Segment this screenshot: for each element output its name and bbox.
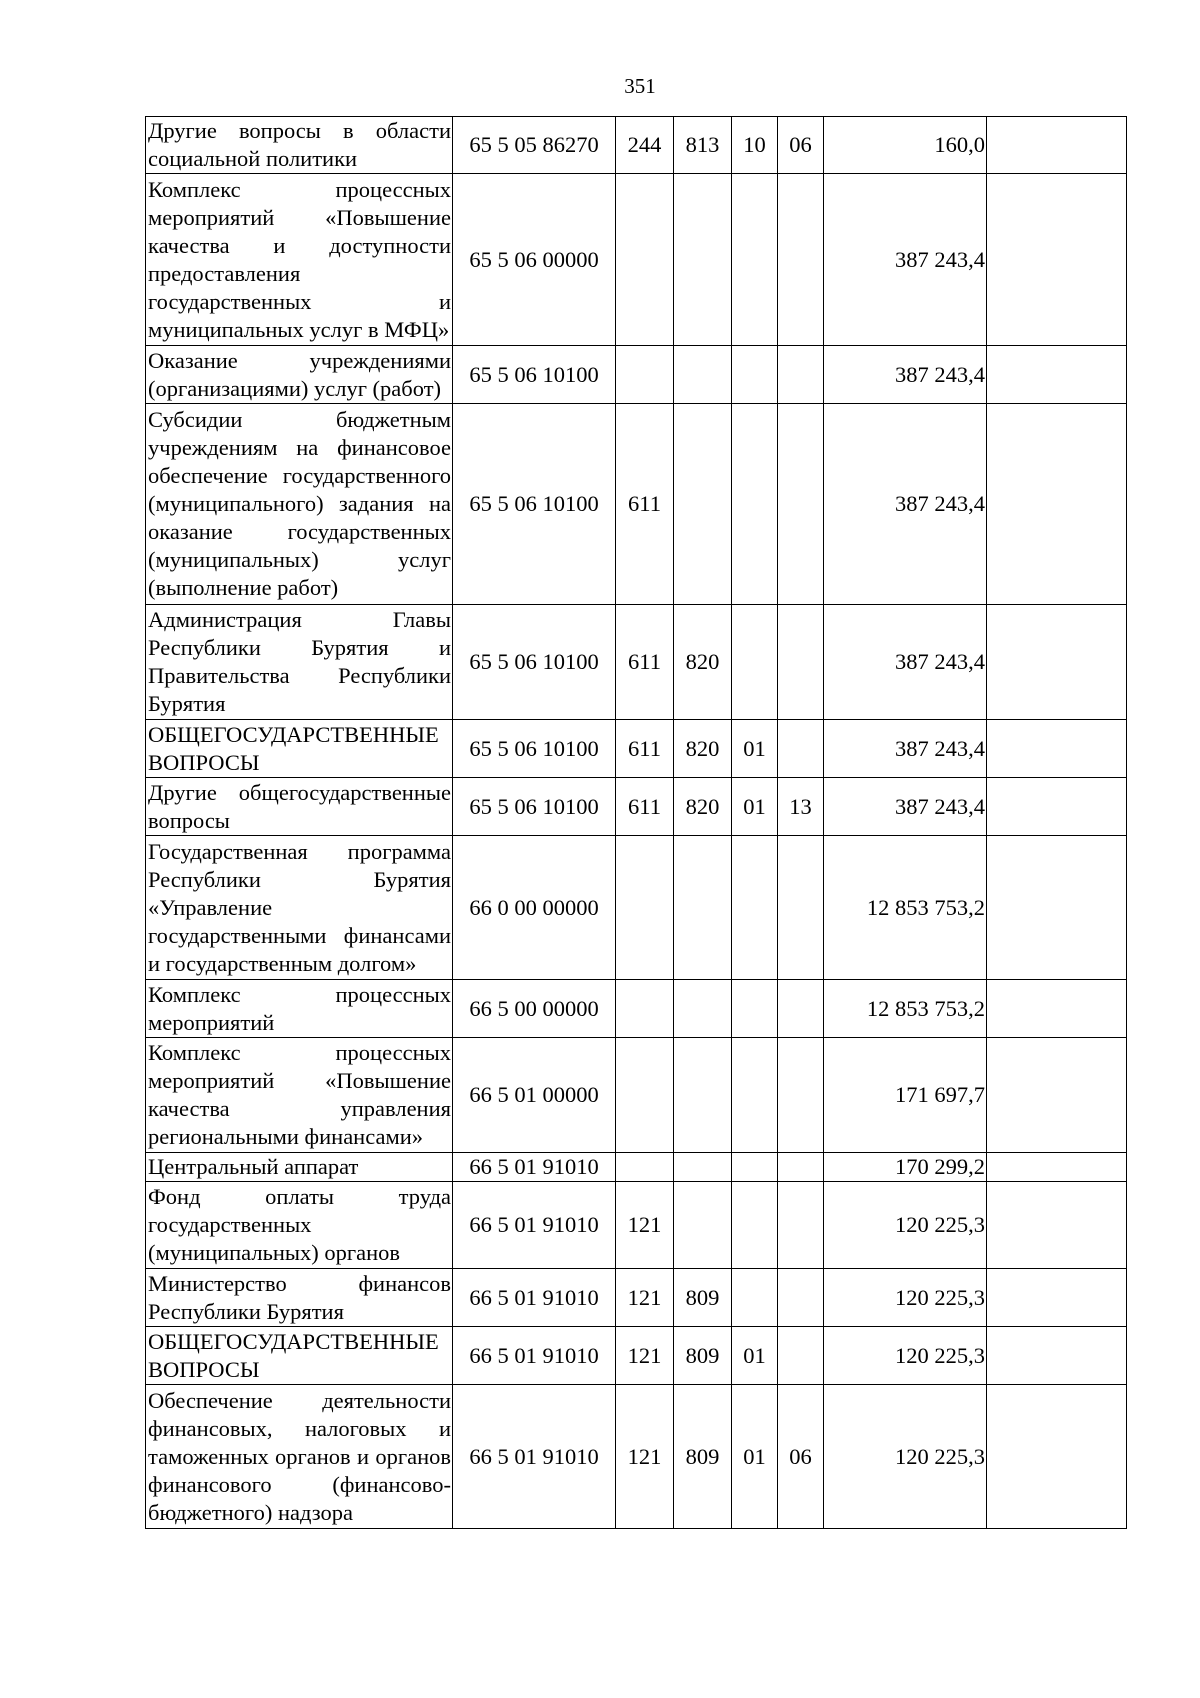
subsection-code (778, 1153, 824, 1182)
target-article-code: 65 5 06 00000 (453, 174, 616, 346)
administrator-code: 820 (674, 720, 732, 778)
item-name: Оказание учреждениями (организациями) услуг (работ) (146, 346, 453, 404)
item-name: Комплекс процессных мероприятий (146, 980, 453, 1038)
section-code (732, 1269, 778, 1327)
empty-cell (987, 980, 1127, 1038)
section-code (732, 404, 778, 605)
expense-type-code (616, 346, 674, 404)
section-code (732, 1182, 778, 1269)
section-code: 01 (732, 720, 778, 778)
empty-cell (987, 174, 1127, 346)
table-row (146, 1385, 1127, 1529)
expense-type-code: 611 (616, 605, 674, 720)
table-row (146, 778, 1127, 836)
administrator-code (674, 346, 732, 404)
administrator-code: 809 (674, 1269, 732, 1327)
amount-cell: 387 243,4 (824, 605, 987, 720)
target-article-code: 65 5 06 10100 (453, 346, 616, 404)
target-article-code: 66 5 01 91010 (453, 1182, 616, 1269)
item-name: Субсидии бюджетным учреждениям на финансовое обеспечение государственного (муниципального) задания на оказание государственных (муниципальных) услуг (выполнение работ) (146, 404, 453, 605)
empty-cell (987, 346, 1127, 404)
expense-type-code (616, 174, 674, 346)
amount-cell: 120 225,3 (824, 1327, 987, 1385)
item-name: Государственная программа Республики Бурятия «Управление государственными финансами и государственным долгом» (146, 836, 453, 980)
section-code: 01 (732, 1385, 778, 1529)
empty-cell (987, 836, 1127, 980)
subsection-code (778, 1269, 824, 1327)
table-row (146, 117, 1127, 174)
target-article-code: 66 5 01 91010 (453, 1153, 616, 1182)
amount-cell: 387 243,4 (824, 720, 987, 778)
amount-cell: 170 299,2 (824, 1153, 987, 1182)
amount-cell: 387 243,4 (824, 404, 987, 605)
table-row (146, 174, 1127, 346)
empty-cell (987, 1182, 1127, 1269)
empty-cell (987, 1038, 1127, 1153)
table-row (146, 1327, 1127, 1385)
item-name: Министерство финансов Республики Бурятия (146, 1269, 453, 1327)
administrator-code (674, 836, 732, 980)
empty-cell (987, 1153, 1127, 1182)
subsection-code: 13 (778, 778, 824, 836)
section-code (732, 346, 778, 404)
item-name: Обеспечение деятельности финансовых, налоговых и таможенных органов и органов финансового (финансово-бюджетного) надзора (146, 1385, 453, 1529)
table-row (146, 605, 1127, 720)
table-row (146, 980, 1127, 1038)
administrator-code (674, 1038, 732, 1153)
expense-type-code (616, 1038, 674, 1153)
section-code (732, 1153, 778, 1182)
item-name: Администрация Главы Республики Бурятия и Правительства Республики Бурятия (146, 605, 453, 720)
table-row (146, 1182, 1127, 1269)
target-article-code: 66 5 01 00000 (453, 1038, 616, 1153)
target-article-code: 66 5 01 91010 (453, 1327, 616, 1385)
administrator-code (674, 1153, 732, 1182)
table-row (146, 720, 1127, 778)
subsection-code: 06 (778, 1385, 824, 1529)
item-name: Другие вопросы в области социальной политики (146, 117, 453, 174)
expense-type-code (616, 836, 674, 980)
item-name: ОБЩЕГОСУДАРСТВЕННЫЕ ВОПРОСЫ (146, 720, 453, 778)
expense-type-code: 121 (616, 1385, 674, 1529)
expense-type-code: 121 (616, 1327, 674, 1385)
section-code (732, 1038, 778, 1153)
expense-type-code (616, 1153, 674, 1182)
amount-cell: 120 225,3 (824, 1385, 987, 1529)
amount-cell: 171 697,7 (824, 1038, 987, 1153)
section-code (732, 174, 778, 346)
item-name: ОБЩЕГОСУДАРСТВЕННЫЕ ВОПРОСЫ (146, 1327, 453, 1385)
section-code (732, 836, 778, 980)
table-row (146, 1038, 1127, 1153)
empty-cell (987, 1269, 1127, 1327)
subsection-code (778, 1038, 824, 1153)
empty-cell (987, 117, 1127, 174)
amount-cell: 12 853 753,2 (824, 980, 987, 1038)
subsection-code (778, 1182, 824, 1269)
table-row (146, 346, 1127, 404)
section-code: 10 (732, 117, 778, 174)
subsection-code: 06 (778, 117, 824, 174)
item-name: Фонд оплаты труда государственных (муниципальных) органов (146, 1182, 453, 1269)
empty-cell (987, 778, 1127, 836)
amount-cell: 387 243,4 (824, 346, 987, 404)
target-article-code: 66 5 00 00000 (453, 980, 616, 1038)
empty-cell (987, 404, 1127, 605)
empty-cell (987, 1327, 1127, 1385)
subsection-code (778, 836, 824, 980)
expense-type-code: 244 (616, 117, 674, 174)
table-row (146, 1153, 1127, 1182)
subsection-code (778, 720, 824, 778)
target-article-code: 66 5 01 91010 (453, 1269, 616, 1327)
table-row (146, 1269, 1127, 1327)
expense-type-code (616, 980, 674, 1038)
target-article-code: 65 5 05 86270 (453, 117, 616, 174)
subsection-code (778, 980, 824, 1038)
administrator-code: 820 (674, 778, 732, 836)
subsection-code (778, 346, 824, 404)
administrator-code (674, 404, 732, 605)
item-name: Центральный аппарат (146, 1153, 453, 1182)
expense-type-code: 611 (616, 404, 674, 605)
table-row (146, 404, 1127, 605)
empty-cell (987, 1385, 1127, 1529)
subsection-code (778, 605, 824, 720)
target-article-code: 65 5 06 10100 (453, 605, 616, 720)
empty-cell (987, 720, 1127, 778)
amount-cell: 160,0 (824, 117, 987, 174)
amount-cell: 387 243,4 (824, 174, 987, 346)
page-number: 351 (624, 74, 656, 98)
section-code (732, 605, 778, 720)
expense-type-code: 611 (616, 778, 674, 836)
expense-type-code: 121 (616, 1269, 674, 1327)
administrator-code: 820 (674, 605, 732, 720)
amount-cell: 387 243,4 (824, 778, 987, 836)
administrator-code: 809 (674, 1385, 732, 1529)
expense-type-code: 611 (616, 720, 674, 778)
administrator-code: 813 (674, 117, 732, 174)
administrator-code (674, 174, 732, 346)
item-name: Комплекс процессных мероприятий «Повышение качества и доступности предоставления государственных и муниципальных услуг в МФЦ» (146, 174, 453, 346)
target-article-code: 66 5 01 91010 (453, 1385, 616, 1529)
target-article-code: 65 5 06 10100 (453, 720, 616, 778)
budget-table (145, 116, 1127, 1529)
amount-cell: 120 225,3 (824, 1269, 987, 1327)
administrator-code: 809 (674, 1327, 732, 1385)
amount-cell: 120 225,3 (824, 1182, 987, 1269)
subsection-code (778, 174, 824, 346)
amount-cell: 12 853 753,2 (824, 836, 987, 980)
empty-cell (987, 605, 1127, 720)
administrator-code (674, 980, 732, 1038)
section-code (732, 980, 778, 1038)
item-name: Другие общегосударственные вопросы (146, 778, 453, 836)
table-row (146, 836, 1127, 980)
section-code: 01 (732, 1327, 778, 1385)
target-article-code: 65 5 06 10100 (453, 404, 616, 605)
item-name: Комплекс процессных мероприятий «Повышение качества управления региональными финансами» (146, 1038, 453, 1153)
target-article-code: 65 5 06 10100 (453, 778, 616, 836)
subsection-code (778, 1327, 824, 1385)
section-code: 01 (732, 778, 778, 836)
subsection-code (778, 404, 824, 605)
target-article-code: 66 0 00 00000 (453, 836, 616, 980)
administrator-code (674, 1182, 732, 1269)
expense-type-code: 121 (616, 1182, 674, 1269)
